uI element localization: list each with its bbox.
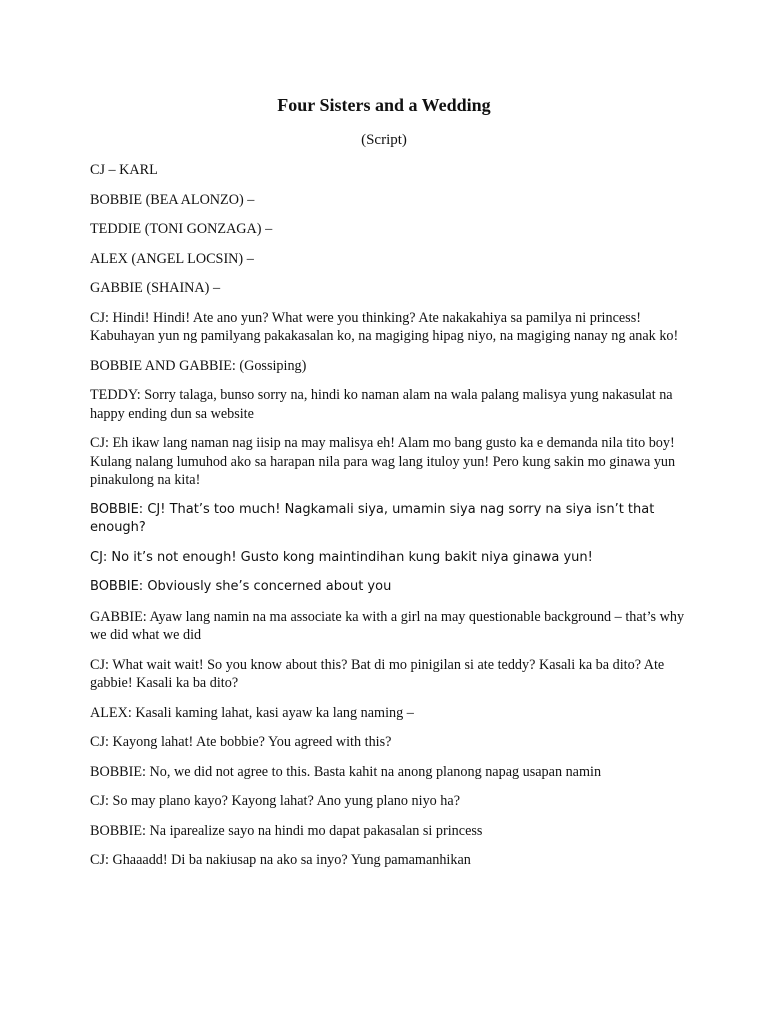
dialogue-paragraph: CJ: Kayong lahat! Ate bobbie? You agreed with this? — [90, 734, 392, 750]
cast-line: BOBBIE (BEA ALONZO) – — [90, 191, 255, 208]
cast-line: CJ – KARL — [90, 162, 158, 178]
cast-line: ALEX (ANGEL LOCSIN) – — [90, 250, 254, 267]
dialogue-paragraph: BOBBIE AND GABBIE: (Gossiping) — [90, 357, 307, 374]
script-body — [90, 161, 690, 881]
dialogue-paragraph: TEDDY: Sorry talaga, bunso sorry na, hindi ko naman alam na wala palang malisya yung nakasulat na happy ending dun sa website — [90, 387, 673, 422]
dialogue-paragraph: BOBBIE: CJ! That’s too much! Nagkamali siya, umamin siya nag sorry na siya isn’t that enough? — [90, 501, 655, 535]
document-title: Four Sisters and a Wedding — [277, 95, 491, 115]
cast-line: TEDDIE (TONI GONZAGA) – — [90, 221, 273, 237]
document-subtitle: (Script) — [361, 132, 407, 148]
dialogue-paragraph: BOBBIE: Na iparealize sayo na hindi mo dapat pakasalan si princess — [90, 822, 483, 839]
dialogue-paragraph: BOBBIE: No, we did not agree to this. Basta kahit na anong planong napag usapan namin — [90, 763, 602, 780]
dialogue-paragraph: CJ: What wait wait! So you know about this? Bat di mo pinigilan si ate teddy? Kasali ka ba dito? Ate gabbie! Kasali ka ba dito? — [90, 656, 665, 691]
dialogue-paragraph: CJ: So may plano kayo? Kayong lahat? Ano yung plano niyo ha? — [90, 793, 460, 809]
dialogue-paragraph: BOBBIE: Obviously she’s concerned about you — [90, 579, 392, 594]
dialogue-paragraph: CJ: Hindi! Hindi! Ate ano yun? What were you thinking? Ate nakakahiya sa pamilya ni princess! Kabuhayan yun ng pamilyang pakakasalan ko, na magiging hipag niyo, na magiging nanay ng anak ko! — [90, 309, 679, 344]
dialogue-paragraph: ALEX: Kasali kaming lahat, kasi ayaw ka lang naming – — [90, 704, 414, 721]
dialogue-paragraph: CJ: Ghaaadd! Di ba nakiusap na ako sa inyo? Yung pamamanhikan — [90, 852, 471, 868]
dialogue-paragraph: CJ: Eh ikaw lang naman nag iisip na may malisya eh! Alam mo bang gusto ka e demanda nila tito boy! Kulang nalang lumuhod ako sa harapan nila para wag lang ituloy yun! Pero kung sakin mo ginawa yun pinakulong na kita! — [90, 435, 676, 488]
dialogue-paragraph: GABBIE: Ayaw lang namin na ma associate ka with a girl na may questionable background – that’s why we did what we did — [90, 608, 685, 643]
dialogue-paragraph: CJ: No it’s not enough! Gusto kong maintindihan kung bakit niya ginawa yun! — [90, 549, 593, 565]
cast-line: GABBIE (SHAINA) – — [90, 280, 221, 296]
